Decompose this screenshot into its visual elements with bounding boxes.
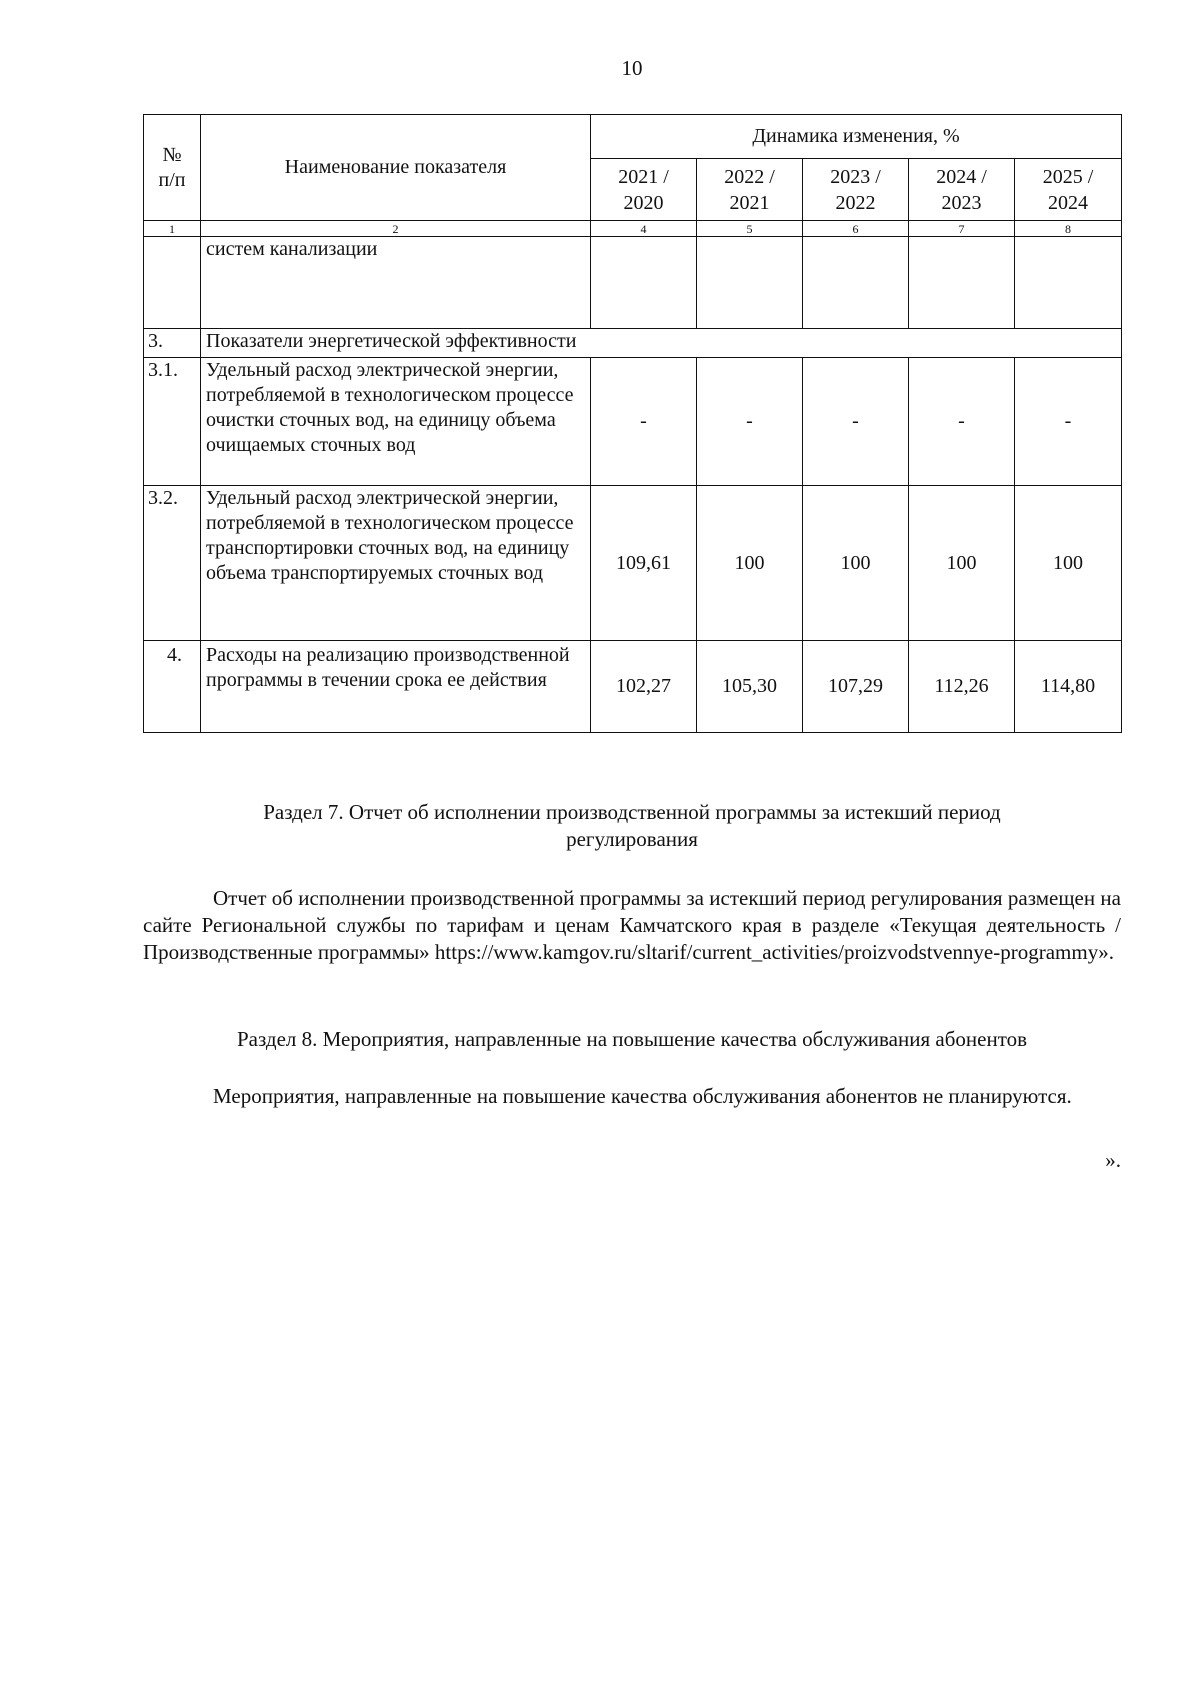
row-value: - <box>909 358 1015 486</box>
row-value: 112,26 <box>909 641 1015 733</box>
table-row <box>144 486 1122 641</box>
row-code <box>144 237 201 329</box>
section8-paragraph: Мероприятия, направленные на повышение качества обслуживания абонентов не планируются. <box>213 1084 1072 1108</box>
row-value: - <box>591 358 697 486</box>
year-line1: 2022 / <box>724 165 775 188</box>
year-line2: 2020 <box>623 191 664 214</box>
year-line1: 2023 / <box>830 165 881 188</box>
row-value <box>909 237 1015 329</box>
year-line1: 2021 / <box>618 165 669 188</box>
row-value <box>591 237 697 329</box>
year-line2: 2024 <box>1048 191 1088 214</box>
year-line1: 2025 / <box>1042 165 1094 188</box>
year-line2: 2023 <box>941 191 982 214</box>
header-year <box>1015 159 1122 221</box>
table-row <box>144 641 1122 733</box>
row-value: - <box>803 358 909 486</box>
header-name: Наименование показателя <box>201 115 591 221</box>
row-value <box>803 237 909 329</box>
row-name: Удельный расход электрической энергии, потребляемой в технологическом процессе транспортировки сточных вод, на единицу объема транспортируемых сточных вод <box>201 486 591 641</box>
table-row <box>144 237 1122 329</box>
column-number: 5 <box>697 221 803 237</box>
row-code: 4. <box>144 641 201 733</box>
header-num-line2: п/п <box>158 168 186 191</box>
row-value: 102,27 <box>591 641 697 733</box>
indicators-table <box>143 114 1122 733</box>
row-value <box>697 237 803 329</box>
row-name: Расходы на реализацию производственной программы в течении срока ее действия <box>201 641 591 733</box>
closing-quote: ». <box>1105 1148 1121 1172</box>
section7-title <box>143 799 1121 853</box>
header-year <box>803 159 909 221</box>
row-value: - <box>1015 358 1122 486</box>
year-line2: 2022 <box>835 191 876 214</box>
column-number-row <box>144 221 1122 237</box>
header-num-line1: № <box>162 143 182 166</box>
section8-title: Раздел 8. Мероприятия, направленные на повышение качества обслуживания абонентов <box>236 1027 1028 1051</box>
header-year <box>909 159 1015 221</box>
section7-title-line2: регулирования <box>566 827 698 851</box>
section7-paragraph: Отчет об исполнении производственной программы за истекший период регулирования размещен на сайте Региональной службы по тарифам и ценам Камчатского края в разделе «Текущая деятельность / Производственные программы» https://www.kamgov.ru/sltarif/current_activities/proizvodstvennye-programmy». <box>143 886 1121 964</box>
row-value: 105,30 <box>697 641 803 733</box>
row-value <box>1015 237 1122 329</box>
column-number: 2 <box>201 221 591 237</box>
column-number: 8 <box>1015 221 1122 237</box>
section7-title-line1: Раздел 7. Отчет об исполнении производственной программы за истекший период <box>263 800 1001 824</box>
row-code: 3.2. <box>144 486 201 641</box>
page-number: 10 <box>621 56 643 80</box>
row-value: 100 <box>909 486 1015 641</box>
row-name: Показатели энергетической эффективности <box>201 329 1122 358</box>
row-value: 114,80 <box>1015 641 1122 733</box>
header-year <box>591 159 697 221</box>
table-row <box>144 358 1122 486</box>
column-number: 6 <box>803 221 909 237</box>
row-code: 3. <box>144 329 201 358</box>
year-line2: 2021 <box>729 191 770 214</box>
row-value: 100 <box>803 486 909 641</box>
header-num <box>144 115 201 221</box>
row-code: 3.1. <box>144 358 201 486</box>
row-value: 109,61 <box>591 486 697 641</box>
header-dynamics: Динамика изменения, % <box>591 115 1122 159</box>
row-value: 100 <box>697 486 803 641</box>
year-line1: 2024 / <box>936 165 987 188</box>
column-number: 7 <box>909 221 1015 237</box>
section-row <box>144 329 1122 358</box>
header-year <box>697 159 803 221</box>
column-number: 1 <box>144 221 201 237</box>
column-number: 4 <box>591 221 697 237</box>
row-value: 100 <box>1015 486 1122 641</box>
row-name: систем канализации <box>201 237 591 329</box>
row-name: Удельный расход электрической энергии, потребляемой в технологическом процессе очистки сточных вод, на единицу объема очищаемых сточных вод <box>201 358 591 486</box>
header-row-top <box>144 115 1122 159</box>
row-value: - <box>697 358 803 486</box>
row-value: 107,29 <box>803 641 909 733</box>
